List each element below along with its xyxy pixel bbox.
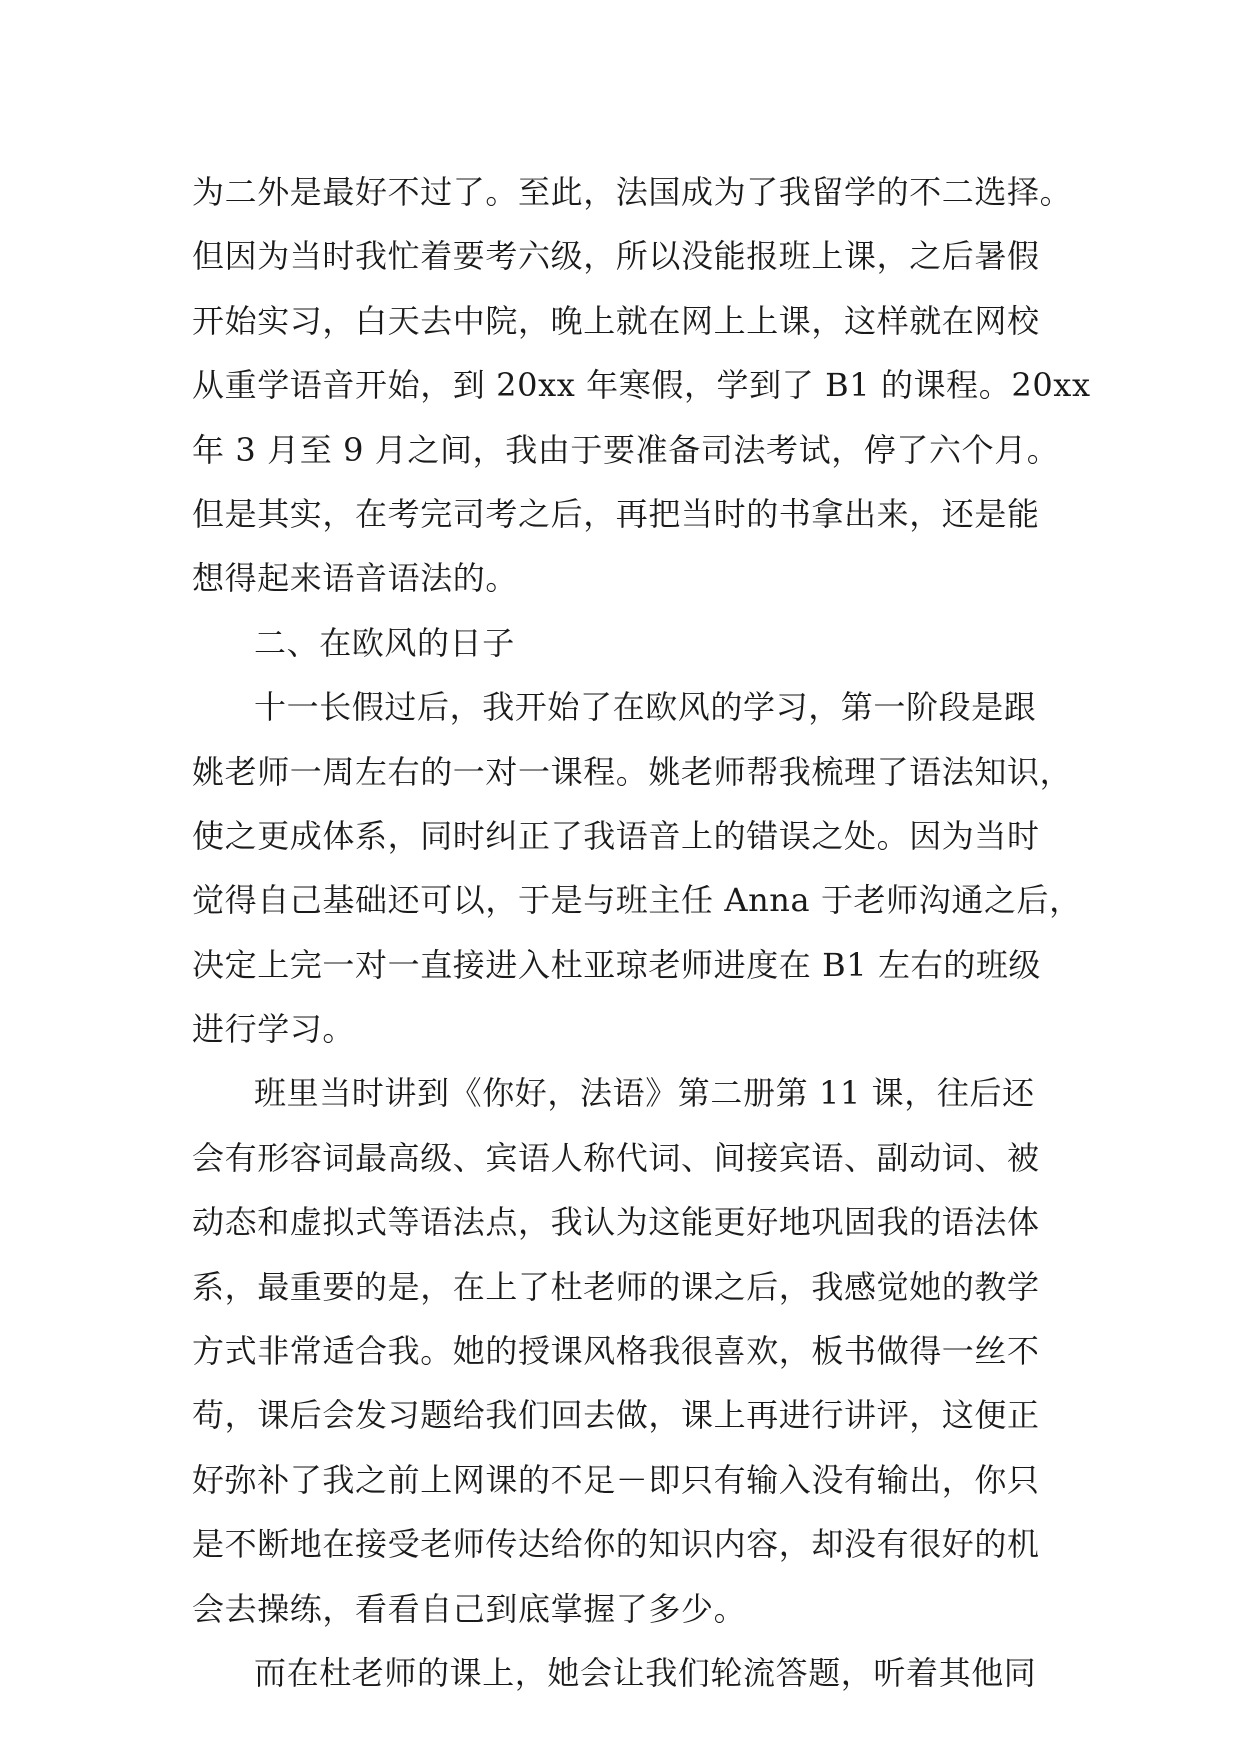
text-line: 而在杜老师的课上，她会让我们轮流答题，听着其他同 bbox=[254, 1653, 1037, 1692]
text-line: 十一长假过后，我开始了在欧风的学习，第一阶段是跟 bbox=[254, 688, 1037, 727]
text-line: 姚老师一周左右的一对一课程。姚老师帮我梳理了语法知识， bbox=[192, 752, 1073, 791]
text-line: 开始实习，白天去中院，晚上就在网上上课，这样就在网校 bbox=[192, 301, 1040, 340]
text-line: 进行学习。 bbox=[192, 1010, 356, 1049]
text-line: 动态和虚拟式等语法点，我认为这能更好地巩固我的语法体 bbox=[192, 1203, 1040, 1242]
text-line: 系，最重要的是，在上了杜老师的课之后，我感觉她的教学 bbox=[192, 1267, 1040, 1306]
text-line: 从重学语音开始，到 20xx 年寒假，学到了 B1 的课程。20xx bbox=[192, 366, 1091, 405]
text-line: 但因为当时我忙着要考六级，所以没能报班上课，之后暑假 bbox=[192, 237, 1040, 276]
text-line: 方式非常适合我。她的授课风格我很喜欢，板书做得一丝不 bbox=[192, 1332, 1040, 1371]
text-line: 二、在欧风的日子 bbox=[254, 623, 515, 662]
text-line: 会去操练，看看自己到底掌握了多少。 bbox=[192, 1589, 747, 1628]
text-line: 但是其实，在考完司考之后，再把当时的书拿出来，还是能 bbox=[192, 494, 1040, 533]
body-text bbox=[192, 160, 1091, 1705]
text-line: 为二外是最好不过了。至此，法国成为了我留学的不二选择。 bbox=[192, 173, 1073, 211]
text-line: 好弥补了我之前上网课的不足－即只有输入没有输出，你只 bbox=[192, 1460, 1040, 1499]
text-line: 觉得自己基础还可以，于是与班主任 Anna 于老师沟通之后， bbox=[192, 881, 1082, 920]
text-line: 班里当时讲到《你好，法语》第二册第 11 课，往后还 bbox=[254, 1074, 1035, 1113]
text-line: 是不断地在接受老师传达给你的知识内容，却没有很好的机 bbox=[192, 1525, 1040, 1564]
text-line: 苟，课后会发习题给我们回去做，课上再进行讲评，这便正 bbox=[192, 1396, 1040, 1435]
text-line: 想得起来语音语法的。 bbox=[192, 559, 519, 598]
text-line: 使之更成体系，同时纠正了我语音上的错误之处。因为当时 bbox=[192, 816, 1040, 855]
text-line: 决定上完一对一直接进入杜亚琼老师进度在 B1 左右的班级 bbox=[192, 945, 1042, 984]
text-line: 年 3 月至 9 月之间，我由于要准备司法考试，停了六个月。 bbox=[192, 430, 1060, 469]
text-line: 会有形容词最高级、宾语人称代词、间接宾语、副动词、被 bbox=[192, 1138, 1040, 1177]
